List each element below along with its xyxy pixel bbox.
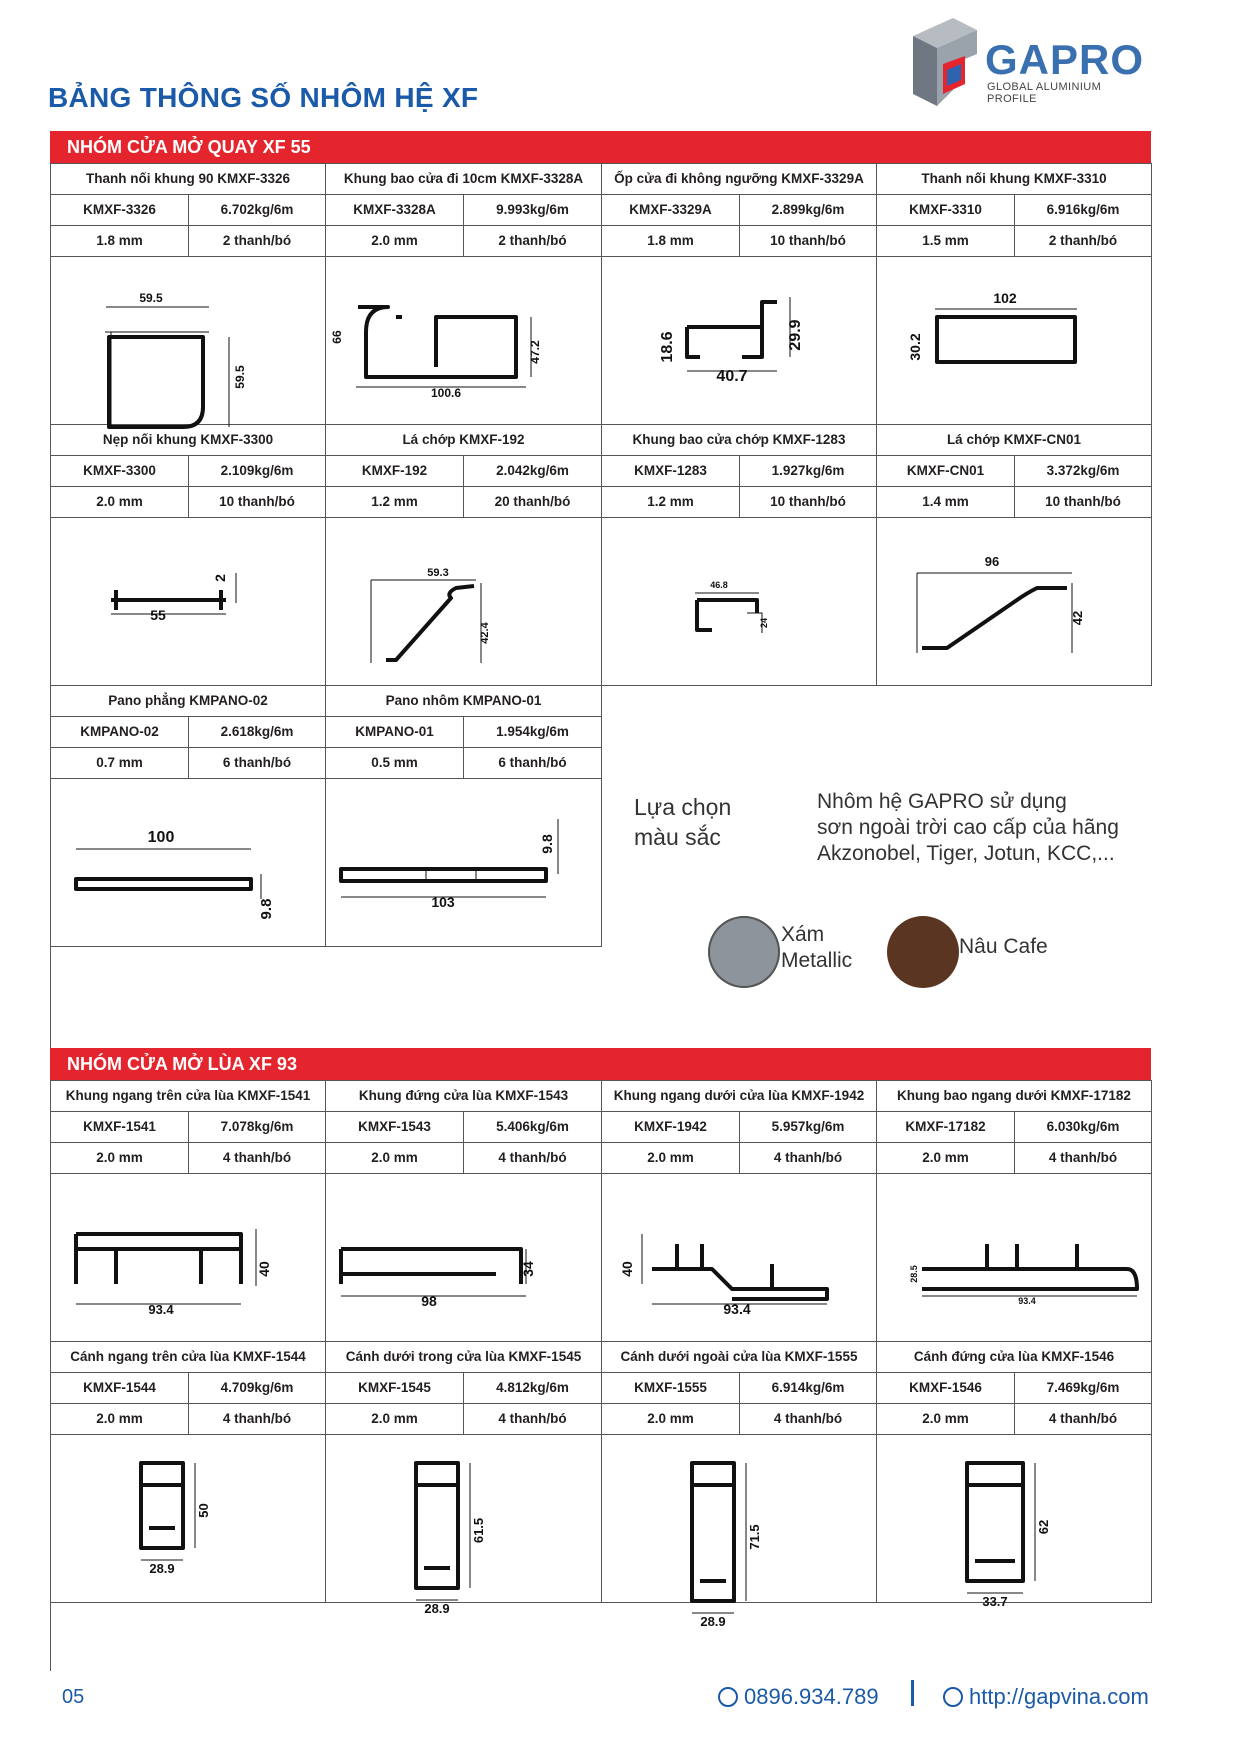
dimension-label: 40 [619,1261,635,1277]
profile-name: Thanh nối khung 90 KMXF-3326 [51,164,326,195]
dimension-label: 28.5 [909,1265,919,1283]
dimension-label: 42.4 [479,622,491,644]
phone-icon [718,1687,738,1707]
profile-cross-section [602,518,877,686]
profile-thickness: 0.7 mm [51,748,189,779]
dimension-label: 47.2 [528,340,542,364]
profile-bundle: 4 thanh/bó [740,1143,877,1174]
dimension-label: 100.6 [430,386,462,400]
dimension-label: 28.9 [700,1614,726,1629]
profile-cross-section [51,518,326,686]
dimension-label: 42 [1070,610,1085,626]
profile-bundle: 20 thanh/bó [464,487,602,518]
profile-cross-section [51,779,326,947]
profile-code: KMXF-3326 [51,195,189,226]
profile-thickness: 1.4 mm [877,487,1015,518]
profile-weight: 1.927kg/6m [740,456,877,487]
profile-weight: 2.618kg/6m [189,717,326,748]
profile-weight: 7.469kg/6m [1015,1373,1152,1404]
profile-drawing [326,1174,602,1342]
profile-code: KMXF-CN01 [877,456,1015,487]
dimension-label: 93.4 [723,1301,751,1317]
profile-bundle: 10 thanh/bó [740,487,877,518]
profile-drawing [877,1174,1152,1342]
profile-name: Pano nhôm KMPANO-01 [326,686,602,717]
profile-thickness: 2.0 mm [877,1404,1015,1435]
footer-divider [911,1680,914,1706]
dimension-label: 40.7 [716,368,748,385]
profile-bundle: 6 thanh/bó [464,748,602,779]
page-number: 05 [62,1686,85,1708]
dimension-label: 40 [256,1261,272,1277]
profile-weight: 6.702kg/6m [189,195,326,226]
profile-drawing [602,257,877,425]
profile-bundle: 2 thanh/bó [464,226,602,257]
profile-bundle: 4 thanh/bó [1015,1143,1152,1174]
profile-drawing [877,1435,1152,1609]
dimension-label: 24 [759,617,769,629]
profile-bundle: 10 thanh/bó [1015,487,1152,518]
profile-bundle: 2 thanh/bó [1015,226,1152,257]
footer-phone [718,1684,879,1710]
profile-bundle: 4 thanh/bó [464,1404,602,1435]
profile-bundle: 4 thanh/bó [740,1404,877,1435]
dimension-label: 9.8 [539,834,555,854]
profile-name: Khung bao cửa chớp KMXF-1283 [602,425,877,456]
profile-thickness: 1.8 mm [51,226,189,257]
dimension-label: 18.6 [659,331,676,363]
color-label-line1: Lựa chọn [634,794,732,820]
profile-name: Lá chớp KMXF-192 [326,425,602,456]
profile-thickness: 2.0 mm [326,1143,464,1174]
profile-drawing [51,1174,326,1342]
profile-drawing [51,779,326,947]
profile-code: KMXF-1283 [602,456,740,487]
globe-icon [943,1687,963,1707]
profile-cross-section [602,1174,877,1342]
profile-weight: 2.899kg/6m [740,195,877,226]
profile-cross-section [877,257,1152,425]
profile-name: Khung ngang trên cửa lùa KMXF-1541 [51,1081,326,1112]
dimension-label: 46.8 [710,580,728,590]
profile-thickness: 2.0 mm [326,1404,464,1435]
profile-bundle: 4 thanh/bó [189,1404,326,1435]
profile-weight: 7.078kg/6m [189,1112,326,1143]
profile-drawing [326,1435,602,1616]
website-link[interactable]: http://gapvina.com [969,1684,1149,1709]
profile-thickness: 2.0 mm [602,1404,740,1435]
profile-code: KMXF-3310 [877,195,1015,226]
profile-code: KMXF-3300 [51,456,189,487]
profile-name: Khung ngang dưới cửa lùa KMXF-1942 [602,1081,877,1112]
profile-cross-section [326,1174,602,1342]
profile-code: KMXF-1546 [877,1373,1015,1404]
color-note-line2: sơn ngoài trời cao cấp của hãng [817,816,1119,839]
profile-code: KMXF-17182 [877,1112,1015,1143]
color-note-line1: Nhôm hệ GAPRO sử dụng [817,790,1067,813]
profile-weight: 2.109kg/6m [189,456,326,487]
dimension-label: 62 [1036,1519,1051,1535]
profile-code: KMXF-1541 [51,1112,189,1143]
gapro-logo [903,14,1153,110]
dimension-label: 98 [421,1293,437,1309]
section-heading-swing-doors: NHÓM CỬA MỞ QUAY XF 55 [50,131,1151,163]
dimension-label: 71.5 [747,1524,762,1550]
profile-weight: 3.372kg/6m [1015,456,1152,487]
dimension-label: 66 [330,330,344,344]
dimension-label: 55 [150,607,166,623]
profile-weight: 5.406kg/6m [464,1112,602,1143]
profile-name: Cánh ngang trên cửa lùa KMXF-1544 [51,1342,326,1373]
profile-drawing [602,1174,877,1342]
profile-bundle: 4 thanh/bó [464,1143,602,1174]
profile-code: KMXF-1555 [602,1373,740,1404]
color-label-line2: màu sắc [634,824,721,850]
dimension-label: 59.3 [427,567,449,579]
profile-name: Khung bao cửa đi 10cm KMXF-3328A [326,164,602,195]
profile-drawing [877,518,1152,686]
dimension-label: 30.2 [907,333,923,361]
profile-bundle: 6 thanh/bó [189,748,326,779]
profile-code: KMXF-3329A [602,195,740,226]
swatch-grey-label-line1: Xám [781,923,825,946]
profile-cross-section [877,518,1152,686]
profile-code: KMXF-1543 [326,1112,464,1143]
dimension-label: 100 [147,829,175,846]
dimension-label: 29.9 [787,319,804,351]
profile-bundle: 10 thanh/bó [189,487,326,518]
profile-name: Thanh nối khung KMXF-3310 [877,164,1152,195]
profile-bundle: 4 thanh/bó [1015,1404,1152,1435]
profile-name: Lá chớp KMXF-CN01 [877,425,1152,456]
profile-name: Cánh dưới ngoài cửa lùa KMXF-1555 [602,1342,877,1373]
footer-website[interactable] [943,1684,1149,1710]
profile-name: Khung bao ngang dưới KMXF-17182 [877,1081,1152,1112]
profile-name: Cánh đứng cửa lùa KMXF-1546 [877,1342,1152,1373]
profile-drawing [51,1435,326,1603]
profile-name: Cánh dưới trong cửa lùa KMXF-1545 [326,1342,602,1373]
swatch-brown-cafe [887,916,959,988]
profile-drawing [602,1435,877,1629]
profile-cross-section [877,1174,1152,1342]
profile-thickness: 2.0 mm [51,487,189,518]
profile-cross-section [602,257,877,425]
dimension-label: 28.9 [149,1561,175,1576]
profile-drawing [326,518,602,686]
profile-thickness: 0.5 mm [326,748,464,779]
profile-code: KMXF-1545 [326,1373,464,1404]
profile-weight: 6.914kg/6m [740,1373,877,1404]
profile-drawing [877,257,1152,425]
profile-thickness: 2.0 mm [877,1143,1015,1174]
dimension-label: 50 [196,1503,211,1518]
logo-wordmark: GAPRO [985,36,1145,83]
profile-thickness: 2.0 mm [51,1404,189,1435]
profile-code: KMXF-3328A [326,195,464,226]
profile-drawing [51,518,326,686]
logo-tagline: GLOBAL ALUMINIUM PROFILE [987,81,1102,105]
profile-thickness: 1.8 mm [602,226,740,257]
dimension-label: 34 [520,1261,536,1277]
profile-cross-section [51,257,326,425]
profile-cross-section [326,1435,602,1616]
dimension-label: 59.5 [233,365,247,389]
gapro-logo-mark-icon [903,14,983,110]
profile-drawing [602,518,877,686]
dimension-label: 2 [212,574,228,582]
profile-cross-section [51,1174,326,1342]
profile-code: KMPANO-02 [51,717,189,748]
profile-weight: 4.812kg/6m [464,1373,602,1404]
profile-cross-section [326,518,602,686]
color-options-panel [604,790,1150,1048]
profile-cross-section [602,1435,877,1629]
profile-thickness: 1.5 mm [877,226,1015,257]
profile-thickness: 2.0 mm [326,226,464,257]
dimension-label: 93.4 [1018,1296,1036,1306]
profile-code: KMXF-192 [326,456,464,487]
phone-number: 0896.934.789 [744,1684,879,1709]
profile-code: KMXF-1942 [602,1112,740,1143]
profile-drawing [51,257,326,425]
dimension-label: 59.5 [139,291,163,305]
dimension-label: 93.4 [148,1302,174,1317]
profile-thickness: 1.2 mm [602,487,740,518]
profile-cross-section [326,257,602,425]
profile-bundle: 4 thanh/bó [189,1143,326,1174]
color-note-line3: Akzonobel, Tiger, Jotun, KCC,... [817,842,1115,865]
profile-name: Ốp cửa đi không ngưỡng KMXF-3329A [602,164,877,195]
profile-drawing [326,779,602,947]
profile-code: KMPANO-01 [326,717,464,748]
swatch-grey-metallic [708,916,780,988]
dimension-label: 102 [993,290,1017,306]
profile-weight: 9.993kg/6m [464,195,602,226]
dimension-label: 28.9 [424,1601,450,1616]
swatch-brown-label: Nâu Cafe [959,935,1048,958]
profile-thickness: 2.0 mm [51,1143,189,1174]
page-title: BẢNG THÔNG SỐ NHÔM HỆ XF [48,82,479,113]
profile-cross-section [877,1435,1152,1609]
profile-weight: 5.957kg/6m [740,1112,877,1143]
swatch-grey-label-line2: Metallic [781,949,853,972]
profile-weight: 6.030kg/6m [1015,1112,1152,1143]
profile-name: Khung đứng cửa lùa KMXF-1543 [326,1081,602,1112]
profile-weight: 4.709kg/6m [189,1373,326,1404]
profile-weight: 2.042kg/6m [464,456,602,487]
profile-weight: 6.916kg/6m [1015,195,1152,226]
profile-cross-section [326,779,602,947]
profile-code: KMXF-1544 [51,1373,189,1404]
section-heading-sliding-doors: NHÓM CỬA MỞ LÙA XF 93 [50,1048,1151,1080]
profile-name: Pano phẳng KMPANO-02 [51,686,326,717]
dimension-label: 61.5 [471,1517,486,1544]
profile-thickness: 2.0 mm [602,1143,740,1174]
dimension-label: 9.8 [258,898,275,920]
dimension-label: 103 [431,894,455,910]
profile-thickness: 1.2 mm [326,487,464,518]
dimension-label: 96 [984,554,1000,569]
profile-name: Nẹp nối khung KMXF-3300 [51,425,326,456]
dimension-label: 33.7 [982,1594,1008,1609]
profile-bundle: 10 thanh/bó [740,226,877,257]
profile-weight: 1.954kg/6m [464,717,602,748]
profile-bundle: 2 thanh/bó [189,226,326,257]
profile-drawing [326,257,602,425]
profile-cross-section [51,1435,326,1603]
sliding-door-profile-table [50,1080,1152,1671]
